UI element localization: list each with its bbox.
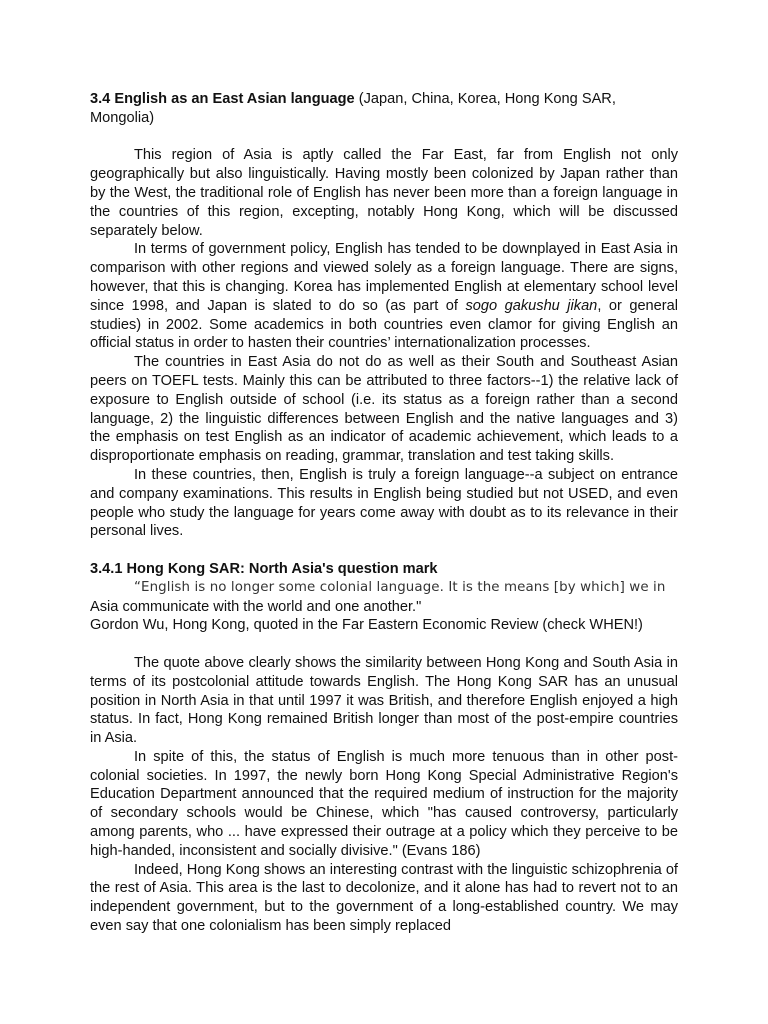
paragraph-gap [90, 635, 678, 654]
paragraph-government-policy [90, 240, 678, 353]
section-heading-3-4-subtitle: (Japan, China, Korea, Hong Kong SAR, Mongolia) [90, 91, 616, 126]
paragraph-gap [90, 541, 678, 560]
paragraph-government-policy-part1: In terms of government policy, English has tended to be downplayed in East Asia in comparison with other regions and viewed solely as a foreign language. There are signs, however, that this is changing. Korea has implemented English at elementary school level since 1998, and Japan is slated to do so (as part of [90, 241, 678, 314]
section-heading-3-4-1: 3.4.1 Hong Kong SAR: North Asia's question mark [90, 560, 438, 577]
section-heading-3-4 [90, 90, 678, 128]
paragraph-government-policy-part2: , or general studies) in 2002. Some academics in both countries even clamor for giving English an official status in order to hasten their countries’ internationalization processes. [90, 297, 679, 352]
paragraph-foreign-language: In these countries, then, English is truly a foreign language--a subject on entrance and company examinations. This results in English being studied but not USED, and even people who study the language for years come away with doubt as to its relevance in their personal lives. [90, 466, 678, 540]
section-heading-3-4-title: 3.4 English as an East Asian language [90, 91, 355, 107]
paragraph-government-policy-italic: sogo gakushu jikan [465, 297, 598, 314]
paragraph-far-east: This region of Asia is aptly called the Far East, far from English not only geographically but also linguistically. Having mostly been colonized by Japan rather than by the West, the traditional role of English has never been more than a foreign language in the countries of this region, excepting, notably Hong Kong, which will be discussed separately below. [90, 147, 678, 239]
epigraph-quote-line-1: “English is no longer some colonial language. It is the means [by which] we in [134, 579, 666, 595]
epigraph-quote-line-2: Asia communicate with the world and one another." [90, 598, 422, 615]
epigraph-attribution: Gordon Wu, Hong Kong, quoted in the Far Eastern Economic Review (check WHEN!) [90, 617, 643, 634]
paragraph-toefl: The countries in East Asia do not do as well as their South and Southeast Asian peers on TOEFL tests. Mainly this can be attributed to three factors--1) the relative lack of exposure to English outside of school (i.e. its status as a foreign rather than a second language, 2) the linguistic differences between English and the native languages and 3) the emphasis on test English as an indicator of academic achievement, which leads to a disproportionate emphasis on reading, grammar, translation and test taking skills. [90, 354, 678, 465]
paragraph-quote-similarity: The quote above clearly shows the similarity between Hong Kong and South Asia in terms of its postcolonial attitude towards English. The Hong Kong SAR has an unusual position in North Asia in that until 1997 it was British, and therefore English enjoyed a high status. In fact, Hong Kong remained British longer than most of the post-empire countries in Asia. [90, 654, 678, 747]
paragraph-status-tenuous: In spite of this, the status of English is much more tenuous than in other post-colonial societies. In 1997, the newly born Hong Kong Special Administrative Region's Education Department announced that the required medium of instruction for the majority of secondary schools would be Chinese, which "has caused controversy, particularly among parents, who ... have expressed their outrage at a policy which they perceive to be high-handed, inconsistent and socially divisive." (Evans 186) [90, 748, 678, 859]
document-page [90, 90, 678, 936]
paragraph-gap [90, 128, 678, 147]
paragraph-interesting-contrast: Indeed, Hong Kong shows an interesting contrast with the linguistic schizophrenia of the rest of Asia. This area is the last to decolonize, and it alone has had to revert not to an independent government, but to the government of a long-established country. We may even say that one colonialism has been simply replaced [90, 861, 678, 935]
